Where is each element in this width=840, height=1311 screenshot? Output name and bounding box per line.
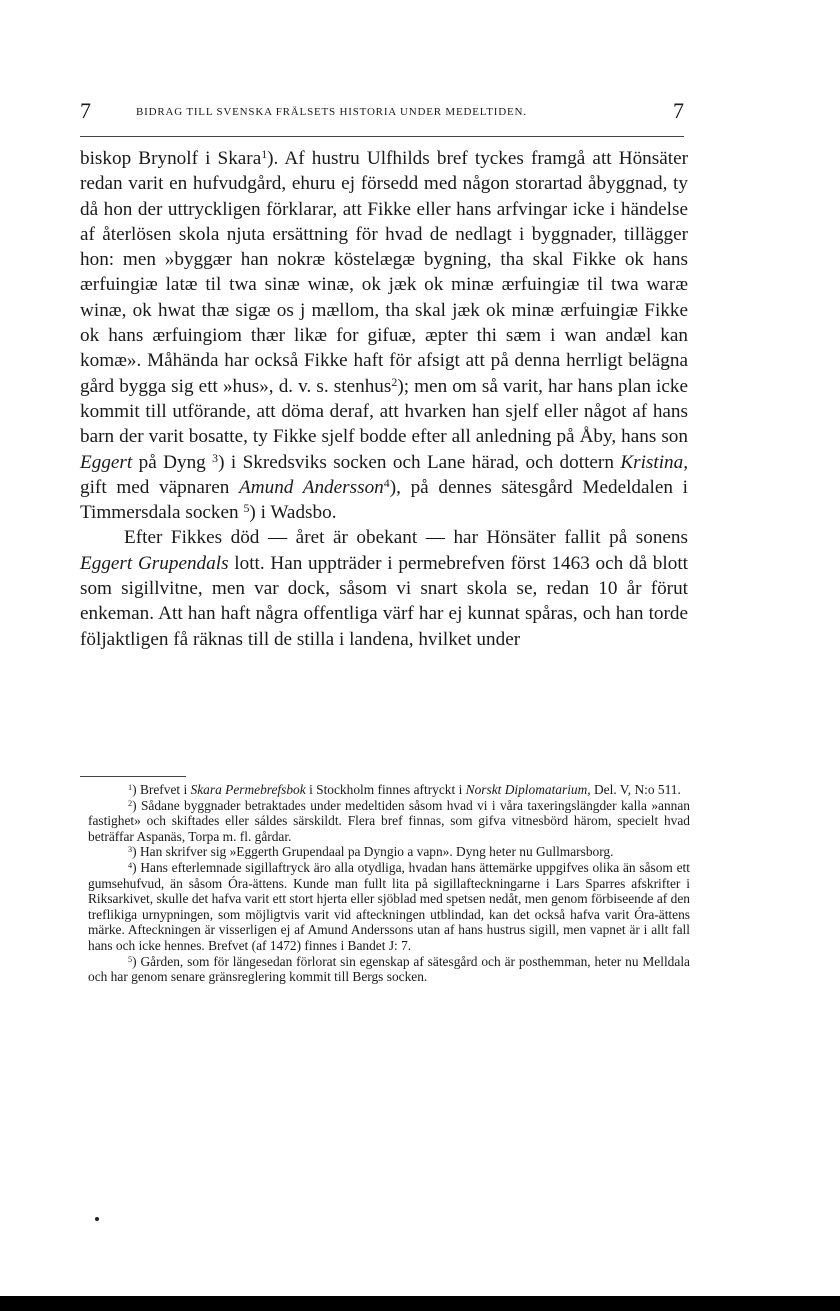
name-eggert-grupendals: Eggert Grupendals [80,552,229,574]
page-number-left: 7 [80,98,91,123]
footnote-ref-4[interactable]: 4 [383,475,390,490]
page-number-right: 7 [673,98,684,123]
name-eggert: Eggert [80,451,133,473]
footnote-2: $^2$) Sådane byggnader betraktades under medeltiden såsom hvad vi i våra taxeringslängder kalla »annan fastighet» och skiftades eller sáldes särskildt. Flera bref finnas, som gifva vitnesbörd härom, specielt hvad beträffar Aspanäs, Torpa m. fl. gårdar. [88,797,690,844]
body-text [80,146,688,652]
stray-mark [95,1217,99,1221]
footnote-ref-2[interactable]: 2 [391,374,398,389]
paragraph-2: Efter Fikkes död — året är obekant — har Hönsäter fallit på sonens Eggert Grupendals lott. Han uppträder i permebrefven först 1463 och då blott som sigillvitne, men var dock, såsom vi snart skola se, redan 10 år förut enkeman. Att han haft några offentliga värf har ej kunnat spåras, och han torde följaktligen få räknas till de stilla i landena, hvilket under [80,527,688,650]
footnote-rule [80,776,186,777]
name-kristina: Kristina, [620,451,689,473]
footnote-4: $^4$) Hans efterlemnade sigillaftryck äro alla otydliga, hvadan hans ättemärke uppgifves olika än såsom ett gumsehufvud, än såsom Óra-ättens. Kunde man fullt lita på sigillafteckningarne i Lars Sparres afskrifter i Riksarkivet, skulle det hafva varit ett stort hjerta eller sjöblad med spetsen nedåt, men genom förbiseende af den treflikiga urnypningen, som möjligtvis varit vid afteckningen utblindad, kan det också hafva varit Óra-ättens märke. Afteckningen är visserligen ej af Amund Anderssons utan af hans hustrus sigill, men vapnet är i allt fall hans och icke hennes. Brefvet (af 1472) finnes i Bandet J: 7. [88,859,690,953]
header-rule [80,136,684,137]
footnotes [88,782,690,985]
footnote-1: $^1$) Brefvet i Skara Permebrefsbok i Stockholm finnes aftryckt i Norskt Diplomatarium, Del. V, N:o 511. [128,782,681,797]
footnote-3: $^3$) Han skrifver sig »Eggerth Grupendaal pa Dyngio a vapn». Dyng heter nu Gullmarsborg. [128,844,614,860]
paragraph-1: biskop Brynolf i Skara$^1$). Af hustru Ulfhilds bref tyckes framgå att Hönsäter redan varit en hufvudgård, ehuru ej försedd med någon storartad åbyggnad, ty då hon der uttryckligen förklarar, att Fikke eller hans arfvingar icke i händelse af återlösen skola njuta ersättning för hvad de nedlagt i byggnader, tillägger hon: men »byggær han nokræ köstelægæ bygning, tha skal Fikke ok hans ærfuingiæ latæ til twa sinæ winæ, ok jæk ok minæ ærfuingiæ til twa waræ winæ, ok hwat thæ sigæ os j mællom, tha skal jæk ok minæ ærfuingiæ Fikke ok hans ærfuingiom thær likæ for gifuæ, æpter thi sæm i wan andæl kan komæ». Måhända har också Fikke haft för afsigt att på denna herrligt belägna gård bygga sig ett »hus», d. v. s. stenhus$^2$); men om så varit, har hans plan icke kommit till utförande, att döma deraf, att hvarken han sjelf eller något af hans barn der varit bosatte, ty Fikke sjelf bodde efter all anledning på Åby, hans son Eggert på Dyng $^3$) i Skredsviks socken och Lane härad, och dottern Kristina, gift med väpnaren Amund Andersson$^4$), på dennes sätesgård Medeldalen i Timmersdala socken $^5$) i Wadsbo. [80,147,689,524]
name-amund-andersson: Amund Andersson [239,476,384,498]
footnote-ref-1[interactable]: 1 [261,147,268,162]
running-title: BIDRAG TILL SVENSKA FRÄLSETS HISTORIA UNDER MEDELTIDEN. [136,106,527,118]
footnote-5: $^5$) Gården, som för längesedan förlorat sin egenskap af sätesgård och är posthemman, heter nu Melldala och har genom senare gränsreglering kommit till Bergs socken. [88,953,690,985]
footnote-ref-5[interactable]: 5 [243,501,250,516]
running-header [80,98,684,128]
footnote-ref-3[interactable]: 3 [212,450,219,465]
scan-edge-bar [0,1296,840,1311]
